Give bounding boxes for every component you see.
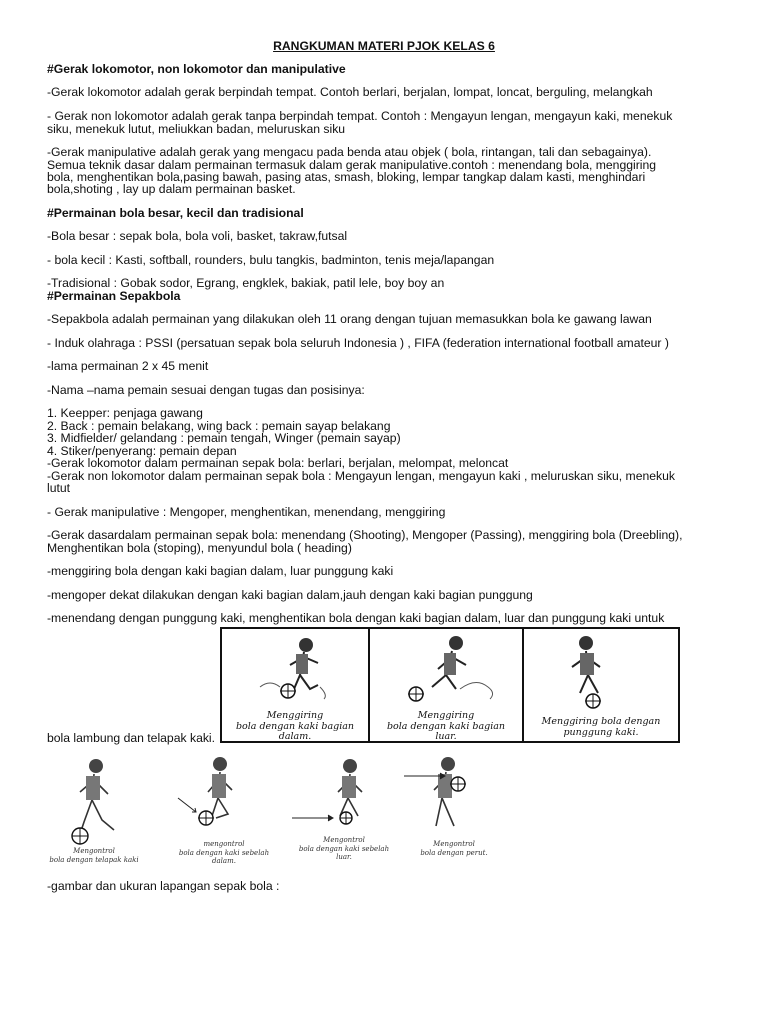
caption-line: bola dengan kaki bagian — [235, 721, 355, 732]
text-line: - Gerak manipulative : Mengoper, menghentikan, menendang, menggiring — [47, 505, 446, 519]
text-line: bola, menghentikan bola,pasing bawah, pasing atas, smash, bloking, lempar tangkap dalam kasti, menghindari — [47, 170, 646, 184]
control-chest-illustration — [404, 757, 466, 826]
list-item: 2. Back : pemain belakang, wing back : pemain sayap belakang — [47, 419, 391, 433]
caption-line: Menggiring — [417, 710, 475, 721]
caption-line: dalam. — [212, 857, 236, 865]
heading-sepakbola: #Permainan Sepakbola — [47, 289, 181, 303]
text-line: - Induk olahraga : PSSI (persatuan sepak bola seluruh Indonesia ) , FIFA (federation international football amateur ) — [47, 336, 669, 350]
text-line: Semua teknik dasar dalam permainan termasuk dalam gerak manipulative.contoh : menendang bola, menggiring — [47, 158, 657, 172]
figure-menggiring — [220, 627, 680, 743]
text-line: bola lambung dan telapak kaki. — [47, 731, 216, 745]
text-line: -lama permainan 2 x 45 menit — [47, 359, 209, 373]
text-line: -Gerak manipulative adalah gerak yang mengacu pada benda atau objek ( bola, rintangan, tali dan sebagainya). — [47, 145, 652, 159]
text-line: bola,shoting , lay up dalam permainan basket. — [47, 182, 296, 196]
caption-line: mengontrol — [203, 840, 245, 848]
text-line: lutut — [47, 481, 71, 495]
caption-line: luar. — [435, 731, 457, 742]
text-line: -Bola besar : sepak bola, bola voli, basket, takraw,futsal — [47, 229, 348, 243]
text-line: - bola kecil : Kasti, softball, rounders, bulu tangkis, badminton, tenis meja/lapangan — [47, 253, 495, 267]
heading-permainan-bola: #Permainan bola besar, kecil dan tradisional — [47, 206, 304, 220]
list-item: 4. Stiker/penyerang: pemain depan — [47, 444, 237, 458]
text-line: -gambar dan ukuran lapangan sepak bola : — [47, 879, 280, 893]
caption-line: Mengontrol — [323, 836, 365, 844]
caption-line: Mengontrol — [73, 847, 115, 855]
caption-line: bola dengan perut. — [420, 849, 488, 857]
text-line: -menendang dengan punggung kaki, menghentikan bola dengan kaki bagian dalam, luar dan punggung kaki untuk — [47, 611, 665, 625]
text-line: - Gerak non lokomotor adalah gerak tanpa berpindah tempat. Contoh : Mengayun lengan, mengayun kaki, menekuk — [47, 109, 673, 123]
text-line: Menghentikan bola (stoping), menyundul bola ( heading) — [47, 541, 352, 555]
control-sole-illustration — [72, 759, 114, 844]
page-title: RANGKUMAN MATERI PJOK KELAS 6 — [273, 39, 495, 53]
caption-line: bola dengan kaki sebelah — [178, 849, 270, 857]
heading-gerak: #Gerak lokomotor, non lokomotor dan manipulative — [47, 62, 346, 76]
caption-line: bola dengan kaki bagian — [386, 721, 506, 732]
caption-line: luar. — [336, 853, 352, 861]
caption-line: bola dengan kaki sebelah — [298, 845, 390, 853]
text-line: -Gerak dasardalam permainan sepak bola: menendang (Shooting), Mengoper (Passing), menggiring bola (Dreebling), — [47, 528, 683, 542]
caption-line: Menggiring bola dengan — [541, 716, 661, 727]
text-line: -Nama –nama pemain sesuai dengan tugas dan posisinya: — [47, 383, 365, 397]
caption-line: dalam. — [278, 731, 312, 742]
caption-line: Mengontrol — [433, 840, 475, 848]
text-line: -menggiring bola dengan kaki bagian dalam, luar punggung kaki — [47, 564, 394, 578]
caption-line: Menggiring — [266, 710, 324, 721]
control-inside-illustration — [178, 757, 232, 825]
list-item: 3. Midfielder/ gelandang : pemain tengah, Winger (pemain sayap) — [47, 431, 401, 445]
list-item: 1. Keepper: penjaga gawang — [47, 406, 203, 420]
text-line: -Gerak lokomotor dalam permainan sepak bola: berlari, berjalan, melompat, meloncat — [47, 456, 509, 470]
control-outside-illustration — [292, 759, 362, 824]
text-line: -Tradisional : Gobak sodor, Egrang, engklek, bakiak, patil lele, boy boy an — [47, 276, 445, 290]
text-line: -Gerak non lokomotor dalam permainan sepak bola : Mengayun lengan, mengayun kaki , meluruskan siku, menekuk — [47, 469, 675, 483]
text-line: -Sepakbola adalah permainan yang dilakukan oleh 11 orang dengan tujuan memasukkan bola ke gawang lawan — [47, 312, 652, 326]
text-line: -Gerak lokomotor adalah gerak berpindah tempat. Contoh berlari, berjalan, lompat, loncat, berguling, melangkah — [47, 85, 653, 99]
text-line: -mengoper dekat dilakukan dengan kaki bagian dalam,jauh dengan kaki bagian punggung — [47, 588, 533, 602]
text-line: siku, menekuk lutut, meliukkan badan, meluruskan siku — [47, 122, 346, 136]
caption-line: punggung kaki. — [563, 727, 639, 738]
caption-line: bola dengan telapak kaki — [49, 856, 139, 864]
figure-mengontrol — [44, 752, 500, 868]
